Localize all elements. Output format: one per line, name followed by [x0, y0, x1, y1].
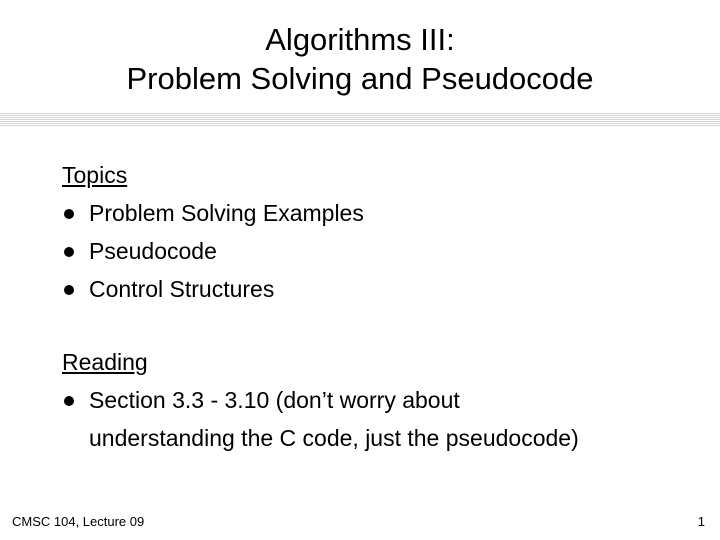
bullet-icon [64, 285, 74, 295]
topics-bullet-text: Control Structures [89, 276, 275, 302]
bullet-icon [64, 396, 74, 406]
topics-heading: Topics [62, 162, 128, 188]
footer-course-label: CMSC 104, Lecture 09 [12, 514, 145, 529]
reading-section [62, 343, 579, 454]
bullet-icon [64, 209, 74, 219]
slide-title [0, 20, 720, 98]
bullet-icon [64, 247, 74, 257]
topics-section [62, 156, 364, 308]
title-divider [0, 113, 720, 127]
reading-heading: Reading [62, 349, 148, 375]
slide-title-line-1: Algorithms III: [265, 22, 455, 57]
topics-bullet-item [62, 270, 364, 308]
topics-bullet-text: Pseudocode [89, 238, 217, 264]
reading-bullet-line-2: understanding the C code, just the pseudocode) [89, 425, 579, 451]
reading-bullet-item [62, 381, 579, 454]
topics-bullet-item [62, 194, 364, 232]
topics-bullet-text: Problem Solving Examples [89, 200, 364, 226]
reading-bullet-line-1: Section 3.3 - 3.10 (don’t worry about [89, 387, 460, 413]
footer-page-number: 1 [697, 514, 705, 529]
slide-title-line-2: Problem Solving and Pseudocode [126, 61, 594, 96]
topics-bullet-item [62, 232, 364, 270]
